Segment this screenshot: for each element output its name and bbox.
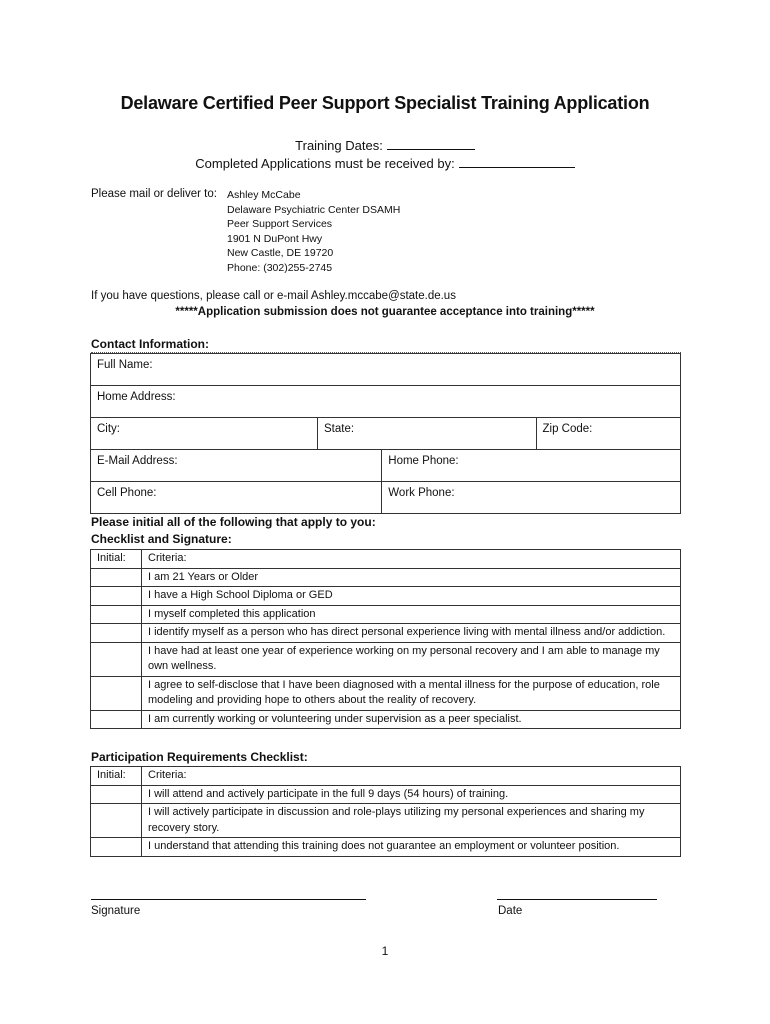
- table-row: [91, 710, 681, 729]
- initial-cell[interactable]: [91, 710, 142, 729]
- full-name-field[interactable]: [91, 354, 681, 386]
- participation-table: [90, 766, 681, 857]
- zip-field[interactable]: [536, 418, 680, 450]
- zip-label: Zip Code:: [542, 423, 593, 435]
- criteria-cell: I myself completed this application: [142, 605, 681, 624]
- questions-text: If you have questions, please call or e-mail Ashley.mccabe@state.de.us: [91, 290, 456, 302]
- home-phone-field[interactable]: [382, 450, 681, 482]
- initial-cell[interactable]: [91, 624, 142, 643]
- criteria-cell: I will actively participate in discussion and role-plays utilizing my personal experiences and sharing my recovery story.: [142, 804, 681, 838]
- table-row: [91, 624, 681, 643]
- signature-label: Signature: [91, 905, 141, 917]
- address-line: Delaware Psychiatric Center DSAMH: [227, 203, 401, 216]
- table-row: [91, 568, 681, 587]
- initial-cell[interactable]: [91, 587, 142, 606]
- initial-cell[interactable]: [91, 568, 142, 587]
- training-dates-field[interactable]: [387, 137, 475, 150]
- criteria-cell: I am 21 Years or Older: [142, 568, 681, 587]
- work-phone-field[interactable]: [382, 482, 681, 514]
- state-field[interactable]: [318, 418, 537, 450]
- table-row: [91, 605, 681, 624]
- received-by-label: Completed Applications must be received by:: [195, 156, 455, 171]
- criteria-cell: I have had at least one year of experience working on my personal recovery and I am able to manage my own wellness.: [142, 642, 681, 676]
- date-field[interactable]: [497, 899, 657, 900]
- initial-cell[interactable]: [91, 642, 142, 676]
- criteria-cell: I have a High School Diploma or GED: [142, 587, 681, 606]
- participation-heading: Participation Requirements Checklist:: [91, 750, 308, 764]
- table-row: [91, 785, 681, 804]
- initial-cell[interactable]: [91, 785, 142, 804]
- date-label: Date: [498, 905, 523, 917]
- page-number: 1: [381, 944, 389, 958]
- table-row: [91, 587, 681, 606]
- initial-cell[interactable]: [91, 676, 142, 710]
- table-row: [91, 804, 681, 838]
- training-dates-line: [0, 137, 770, 153]
- training-dates-label: Training Dates:: [295, 138, 383, 153]
- table-row: [91, 676, 681, 710]
- criteria-column-header: Criteria:: [142, 550, 681, 569]
- home-address-label: Home Address:: [97, 391, 176, 403]
- home-phone-label: Home Phone:: [388, 455, 459, 467]
- address-line: New Castle, DE 19720: [227, 247, 334, 260]
- address-line: Phone: (302)255-2745: [227, 261, 333, 274]
- address-line: Ashley McCabe: [227, 189, 301, 201]
- disclaimer-text: *****Application submission does not guarantee acceptance into training*****: [175, 306, 595, 318]
- contact-table: [90, 353, 681, 514]
- table-row: [91, 838, 681, 857]
- initial-column-header: Initial:: [91, 550, 142, 569]
- table-header-row: [91, 767, 681, 786]
- mail-label: Please mail or deliver to:: [91, 188, 217, 200]
- initial-column-header: Initial:: [91, 767, 142, 786]
- contact-heading: Contact Information:: [91, 337, 209, 351]
- work-phone-label: Work Phone:: [388, 487, 455, 499]
- mailing-address: [227, 188, 400, 276]
- initial-cell[interactable]: [91, 838, 142, 857]
- initial-cell[interactable]: [91, 804, 142, 838]
- address-line: Peer Support Services: [227, 218, 333, 231]
- initial-cell[interactable]: [91, 605, 142, 624]
- checklist-table: [90, 549, 681, 729]
- state-label: State:: [324, 423, 355, 435]
- criteria-cell: I agree to self-disclose that I have been diagnosed with a mental illness for the purpose of education, role modeling and providing hope to others about the reality of recovery.: [142, 676, 681, 710]
- home-address-field[interactable]: [91, 386, 681, 418]
- city-field[interactable]: [91, 418, 318, 450]
- signature-field[interactable]: [91, 899, 366, 900]
- criteria-cell: I will attend and actively participate in the full 9 days (54 hours) of training.: [142, 785, 681, 804]
- table-header-row: [91, 550, 681, 569]
- full-name-label: Full Name:: [97, 359, 153, 371]
- email-label: E-Mail Address:: [97, 455, 178, 467]
- cell-phone-label: Cell Phone:: [97, 487, 157, 499]
- cell-phone-field[interactable]: [91, 482, 382, 514]
- address-line: 1901 N DuPont Hwy: [227, 232, 323, 245]
- city-label: City:: [97, 423, 120, 435]
- table-row: [91, 642, 681, 676]
- received-by-line: [0, 155, 770, 171]
- received-by-field[interactable]: [459, 155, 575, 168]
- page-title: Delaware Certified Peer Support Specialist Training Application: [120, 93, 650, 113]
- criteria-cell: I am currently working or volunteering under supervision as a peer specialist.: [142, 710, 681, 729]
- initial-heading: Please initial all of the following that apply to you:: [91, 515, 376, 529]
- checklist-heading: Checklist and Signature:: [91, 532, 232, 546]
- criteria-cell: I understand that attending this training does not guarantee an employment or volunteer position.: [142, 838, 681, 857]
- criteria-cell: I identify myself as a person who has direct personal experience living with mental illness and/or addiction.: [142, 624, 681, 643]
- criteria-column-header: Criteria:: [142, 767, 681, 786]
- email-field[interactable]: [91, 450, 382, 482]
